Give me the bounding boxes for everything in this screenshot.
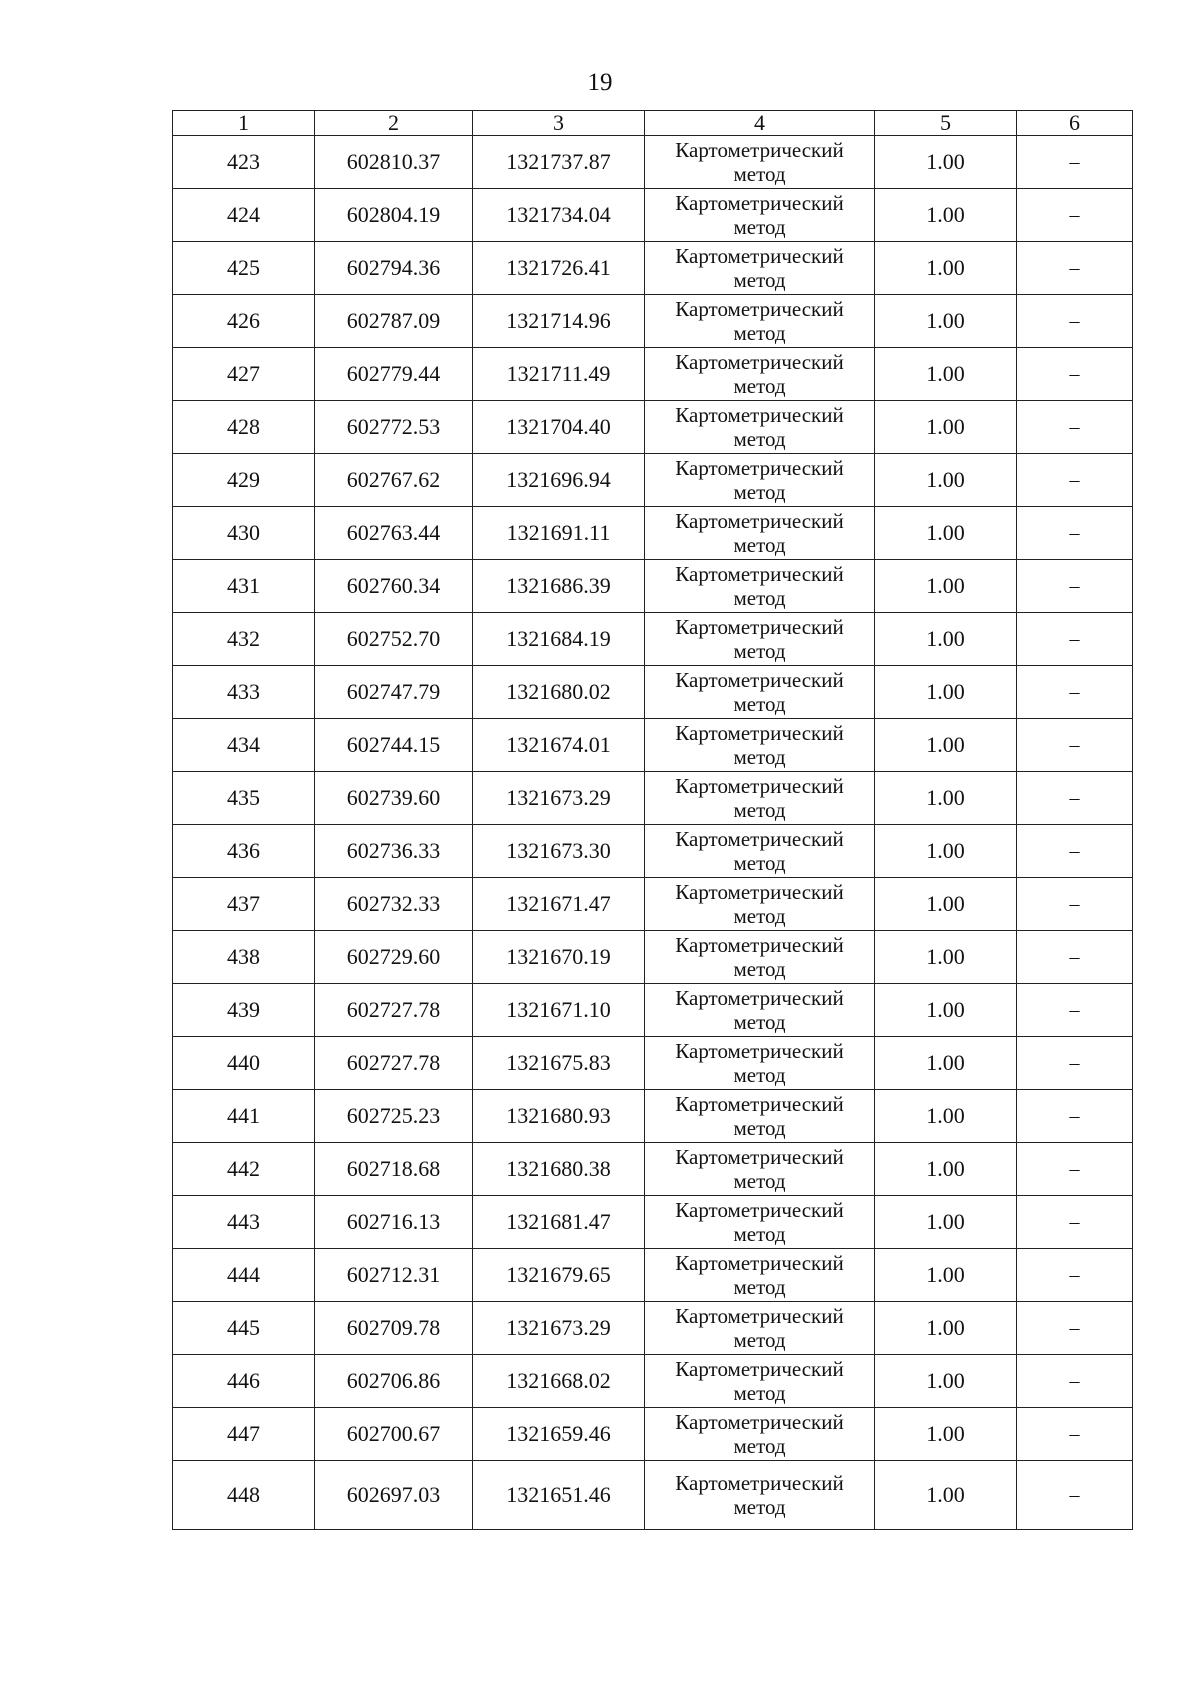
table-header-row: [173, 111, 1133, 136]
y-coordinate-cell: 1321673.29: [473, 1302, 645, 1355]
table-row: [173, 931, 1133, 984]
note-cell: –: [1017, 878, 1133, 931]
accuracy-cell: 1.00: [875, 1461, 1017, 1530]
y-coordinate-cell: 1321671.47: [473, 878, 645, 931]
note-cell: –: [1017, 772, 1133, 825]
point-number-cell: 437: [173, 878, 315, 931]
y-coordinate-cell: 1321651.46: [473, 1461, 645, 1530]
method-line-1: Картометрический: [675, 1304, 844, 1328]
y-coordinate-cell: 1321673.29: [473, 772, 645, 825]
table-row: [173, 719, 1133, 772]
point-number-cell: 436: [173, 825, 315, 878]
method-line-1: Картометрический: [675, 1198, 844, 1222]
method-cell: [645, 613, 875, 666]
note-cell: –: [1017, 1249, 1133, 1302]
table-row: [173, 984, 1133, 1037]
table-row: [173, 348, 1133, 401]
point-number-cell: 423: [173, 136, 315, 189]
accuracy-cell: 1.00: [875, 348, 1017, 401]
point-number-cell: 430: [173, 507, 315, 560]
note-cell: –: [1017, 507, 1133, 560]
y-coordinate-cell: 1321681.47: [473, 1196, 645, 1249]
method-line-1: Картометрический: [675, 191, 844, 215]
page-number: 19: [587, 69, 613, 96]
method-line-1: Картометрический: [675, 138, 844, 162]
point-number-cell: 445: [173, 1302, 315, 1355]
table-row: [173, 189, 1133, 242]
column-header: 1: [173, 111, 315, 136]
note-cell: –: [1017, 666, 1133, 719]
note-cell: –: [1017, 1090, 1133, 1143]
x-coordinate-cell: 602727.78: [315, 1037, 473, 1090]
method-cell: [645, 666, 875, 719]
note-cell: –: [1017, 719, 1133, 772]
accuracy-cell: 1.00: [875, 1355, 1017, 1408]
method-cell: [645, 825, 875, 878]
method-line-2: метод: [733, 1063, 786, 1087]
accuracy-cell: 1.00: [875, 295, 1017, 348]
method-cell: [645, 1143, 875, 1196]
y-coordinate-cell: 1321734.04: [473, 189, 645, 242]
note-cell: –: [1017, 1302, 1133, 1355]
accuracy-cell: 1.00: [875, 454, 1017, 507]
table-row: [173, 1090, 1133, 1143]
method-cell: [645, 507, 875, 560]
note-cell: –: [1017, 1037, 1133, 1090]
method-line-1: Картометрический: [675, 509, 844, 533]
y-coordinate-cell: 1321680.02: [473, 666, 645, 719]
method-line-2: метод: [733, 798, 786, 822]
method-cell: [645, 1037, 875, 1090]
method-line-2: метод: [733, 1434, 786, 1458]
x-coordinate-cell: 602747.79: [315, 666, 473, 719]
note-cell: –: [1017, 1143, 1133, 1196]
y-coordinate-cell: 1321668.02: [473, 1355, 645, 1408]
x-coordinate-cell: 602736.33: [315, 825, 473, 878]
table-row: [173, 401, 1133, 454]
method-line-2: метод: [733, 957, 786, 981]
table-row: [173, 666, 1133, 719]
y-coordinate-cell: 1321684.19: [473, 613, 645, 666]
x-coordinate-cell: 602732.33: [315, 878, 473, 931]
column-header: 4: [645, 111, 875, 136]
method-cell: [645, 295, 875, 348]
method-cell: [645, 772, 875, 825]
method-line-1: Картометрический: [675, 1410, 844, 1434]
method-cell: [645, 1196, 875, 1249]
table-row: [173, 878, 1133, 931]
method-line-2: метод: [733, 586, 786, 610]
method-cell: [645, 1461, 875, 1530]
accuracy-cell: 1.00: [875, 1090, 1017, 1143]
point-number-cell: 439: [173, 984, 315, 1037]
y-coordinate-cell: 1321675.83: [473, 1037, 645, 1090]
note-cell: –: [1017, 984, 1133, 1037]
note-cell: –: [1017, 825, 1133, 878]
point-number-cell: 443: [173, 1196, 315, 1249]
x-coordinate-cell: 602760.34: [315, 560, 473, 613]
method-cell: [645, 931, 875, 984]
note-cell: –: [1017, 1355, 1133, 1408]
method-line-2: метод: [733, 1275, 786, 1299]
table-row: [173, 1249, 1133, 1302]
note-cell: –: [1017, 613, 1133, 666]
method-line-1: Картометрический: [675, 615, 844, 639]
method-line-1: Картометрический: [675, 1471, 844, 1495]
method-line-1: Картометрический: [675, 1039, 844, 1063]
accuracy-cell: 1.00: [875, 1408, 1017, 1461]
note-cell: –: [1017, 454, 1133, 507]
table-row: [173, 1408, 1133, 1461]
accuracy-cell: 1.00: [875, 825, 1017, 878]
accuracy-cell: 1.00: [875, 401, 1017, 454]
x-coordinate-cell: 602712.31: [315, 1249, 473, 1302]
table-row: [173, 825, 1133, 878]
method-line-2: метод: [733, 692, 786, 716]
column-header: 6: [1017, 111, 1133, 136]
x-coordinate-cell: 602767.62: [315, 454, 473, 507]
y-coordinate-cell: 1321711.49: [473, 348, 645, 401]
accuracy-cell: 1.00: [875, 984, 1017, 1037]
x-coordinate-cell: 602763.44: [315, 507, 473, 560]
point-number-cell: 428: [173, 401, 315, 454]
y-coordinate-cell: 1321726.41: [473, 242, 645, 295]
method-line-2: метод: [733, 480, 786, 504]
method-cell: [645, 878, 875, 931]
table-row: [173, 1143, 1133, 1196]
method-line-1: Картометрический: [675, 1251, 844, 1275]
point-number-cell: 429: [173, 454, 315, 507]
x-coordinate-cell: 602810.37: [315, 136, 473, 189]
y-coordinate-cell: 1321696.94: [473, 454, 645, 507]
x-coordinate-cell: 602772.53: [315, 401, 473, 454]
x-coordinate-cell: 602706.86: [315, 1355, 473, 1408]
accuracy-cell: 1.00: [875, 1037, 1017, 1090]
accuracy-cell: 1.00: [875, 1143, 1017, 1196]
method-cell: [645, 560, 875, 613]
x-coordinate-cell: 602700.67: [315, 1408, 473, 1461]
y-coordinate-cell: 1321714.96: [473, 295, 645, 348]
method-line-2: метод: [733, 268, 786, 292]
method-cell: [645, 984, 875, 1037]
table-row: [173, 242, 1133, 295]
y-coordinate-cell: 1321679.65: [473, 1249, 645, 1302]
method-line-2: метод: [733, 1328, 786, 1352]
note-cell: –: [1017, 295, 1133, 348]
table-body: [173, 136, 1133, 1530]
accuracy-cell: 1.00: [875, 507, 1017, 560]
table-row: [173, 1196, 1133, 1249]
method-cell: [645, 136, 875, 189]
note-cell: –: [1017, 348, 1133, 401]
point-number-cell: 438: [173, 931, 315, 984]
y-coordinate-cell: 1321674.01: [473, 719, 645, 772]
table-row: [173, 136, 1133, 189]
table-row: [173, 772, 1133, 825]
method-line-1: Картометрический: [675, 774, 844, 798]
y-coordinate-cell: 1321680.93: [473, 1090, 645, 1143]
method-line-2: метод: [733, 1169, 786, 1193]
note-cell: –: [1017, 1461, 1133, 1530]
point-number-cell: 424: [173, 189, 315, 242]
table-row: [173, 1302, 1133, 1355]
y-coordinate-cell: 1321670.19: [473, 931, 645, 984]
point-number-cell: 431: [173, 560, 315, 613]
method-cell: [645, 1090, 875, 1143]
x-coordinate-cell: 602787.09: [315, 295, 473, 348]
y-coordinate-cell: 1321659.46: [473, 1408, 645, 1461]
accuracy-cell: 1.00: [875, 136, 1017, 189]
method-line-1: Картометрический: [675, 244, 844, 268]
accuracy-cell: 1.00: [875, 613, 1017, 666]
method-line-1: Картометрический: [675, 880, 844, 904]
accuracy-cell: 1.00: [875, 878, 1017, 931]
note-cell: –: [1017, 242, 1133, 295]
x-coordinate-cell: 602718.68: [315, 1143, 473, 1196]
method-line-2: метод: [733, 851, 786, 875]
method-line-1: Картометрический: [675, 933, 844, 957]
x-coordinate-cell: 602697.03: [315, 1461, 473, 1530]
x-coordinate-cell: 602729.60: [315, 931, 473, 984]
accuracy-cell: 1.00: [875, 1196, 1017, 1249]
note-cell: –: [1017, 189, 1133, 242]
x-coordinate-cell: 602739.60: [315, 772, 473, 825]
note-cell: –: [1017, 401, 1133, 454]
accuracy-cell: 1.00: [875, 666, 1017, 719]
point-number-cell: 427: [173, 348, 315, 401]
method-cell: [645, 1408, 875, 1461]
method-line-2: метод: [733, 745, 786, 769]
table-row: [173, 1461, 1133, 1530]
method-line-1: Картометрический: [675, 827, 844, 851]
y-coordinate-cell: 1321737.87: [473, 136, 645, 189]
point-number-cell: 425: [173, 242, 315, 295]
method-cell: [645, 719, 875, 772]
method-line-2: метод: [733, 904, 786, 928]
table-row: [173, 613, 1133, 666]
x-coordinate-cell: 602794.36: [315, 242, 473, 295]
coordinates-table: [172, 110, 1133, 1530]
coordinates-table-container: [172, 110, 1132, 1530]
method-line-1: Картометрический: [675, 456, 844, 480]
method-line-2: метод: [733, 1010, 786, 1034]
y-coordinate-cell: 1321686.39: [473, 560, 645, 613]
table-row: [173, 454, 1133, 507]
x-coordinate-cell: 602727.78: [315, 984, 473, 1037]
method-line-1: Картометрический: [675, 403, 844, 427]
method-line-1: Картометрический: [675, 986, 844, 1010]
point-number-cell: 426: [173, 295, 315, 348]
method-line-2: метод: [733, 639, 786, 663]
point-number-cell: 444: [173, 1249, 315, 1302]
table-row: [173, 507, 1133, 560]
column-header: 5: [875, 111, 1017, 136]
accuracy-cell: 1.00: [875, 1249, 1017, 1302]
method-cell: [645, 348, 875, 401]
x-coordinate-cell: 602804.19: [315, 189, 473, 242]
y-coordinate-cell: 1321691.11: [473, 507, 645, 560]
method-cell: [645, 1355, 875, 1408]
method-cell: [645, 454, 875, 507]
point-number-cell: 432: [173, 613, 315, 666]
x-coordinate-cell: 602709.78: [315, 1302, 473, 1355]
point-number-cell: 433: [173, 666, 315, 719]
y-coordinate-cell: 1321704.40: [473, 401, 645, 454]
method-line-1: Картометрический: [675, 562, 844, 586]
method-cell: [645, 242, 875, 295]
method-line-1: Картометрический: [675, 297, 844, 321]
table-row: [173, 560, 1133, 613]
method-line-2: метод: [733, 374, 786, 398]
accuracy-cell: 1.00: [875, 242, 1017, 295]
method-line-2: метод: [733, 215, 786, 239]
method-line-2: метод: [733, 1222, 786, 1246]
accuracy-cell: 1.00: [875, 931, 1017, 984]
method-cell: [645, 1302, 875, 1355]
method-line-2: метод: [733, 1495, 786, 1519]
point-number-cell: 442: [173, 1143, 315, 1196]
method-cell: [645, 401, 875, 454]
column-header: 2: [315, 111, 473, 136]
method-line-2: метод: [733, 533, 786, 557]
method-line-2: метод: [733, 1381, 786, 1405]
note-cell: –: [1017, 560, 1133, 613]
y-coordinate-cell: 1321680.38: [473, 1143, 645, 1196]
point-number-cell: 435: [173, 772, 315, 825]
method-line-1: Картометрический: [675, 668, 844, 692]
note-cell: –: [1017, 136, 1133, 189]
x-coordinate-cell: 602725.23: [315, 1090, 473, 1143]
method-line-1: Картометрический: [675, 1357, 844, 1381]
x-coordinate-cell: 602779.44: [315, 348, 473, 401]
method-line-1: Картометрический: [675, 1145, 844, 1169]
accuracy-cell: 1.00: [875, 719, 1017, 772]
method-line-2: метод: [733, 162, 786, 186]
x-coordinate-cell: 602716.13: [315, 1196, 473, 1249]
point-number-cell: 434: [173, 719, 315, 772]
note-cell: –: [1017, 1196, 1133, 1249]
method-cell: [645, 189, 875, 242]
table-row: [173, 295, 1133, 348]
method-line-1: Картометрический: [675, 1092, 844, 1116]
method-line-1: Картометрический: [675, 721, 844, 745]
method-line-2: метод: [733, 321, 786, 345]
x-coordinate-cell: 602744.15: [315, 719, 473, 772]
accuracy-cell: 1.00: [875, 1302, 1017, 1355]
method-line-2: метод: [733, 1116, 786, 1140]
note-cell: –: [1017, 1408, 1133, 1461]
point-number-cell: 448: [173, 1461, 315, 1530]
point-number-cell: 441: [173, 1090, 315, 1143]
accuracy-cell: 1.00: [875, 189, 1017, 242]
point-number-cell: 446: [173, 1355, 315, 1408]
accuracy-cell: 1.00: [875, 560, 1017, 613]
table-row: [173, 1355, 1133, 1408]
accuracy-cell: 1.00: [875, 772, 1017, 825]
y-coordinate-cell: 1321671.10: [473, 984, 645, 1037]
method-line-1: Картометрический: [675, 350, 844, 374]
method-cell: [645, 1249, 875, 1302]
table-row: [173, 1037, 1133, 1090]
method-line-2: метод: [733, 427, 786, 451]
x-coordinate-cell: 602752.70: [315, 613, 473, 666]
point-number-cell: 447: [173, 1408, 315, 1461]
note-cell: –: [1017, 931, 1133, 984]
y-coordinate-cell: 1321673.30: [473, 825, 645, 878]
point-number-cell: 440: [173, 1037, 315, 1090]
column-header: 3: [473, 111, 645, 136]
